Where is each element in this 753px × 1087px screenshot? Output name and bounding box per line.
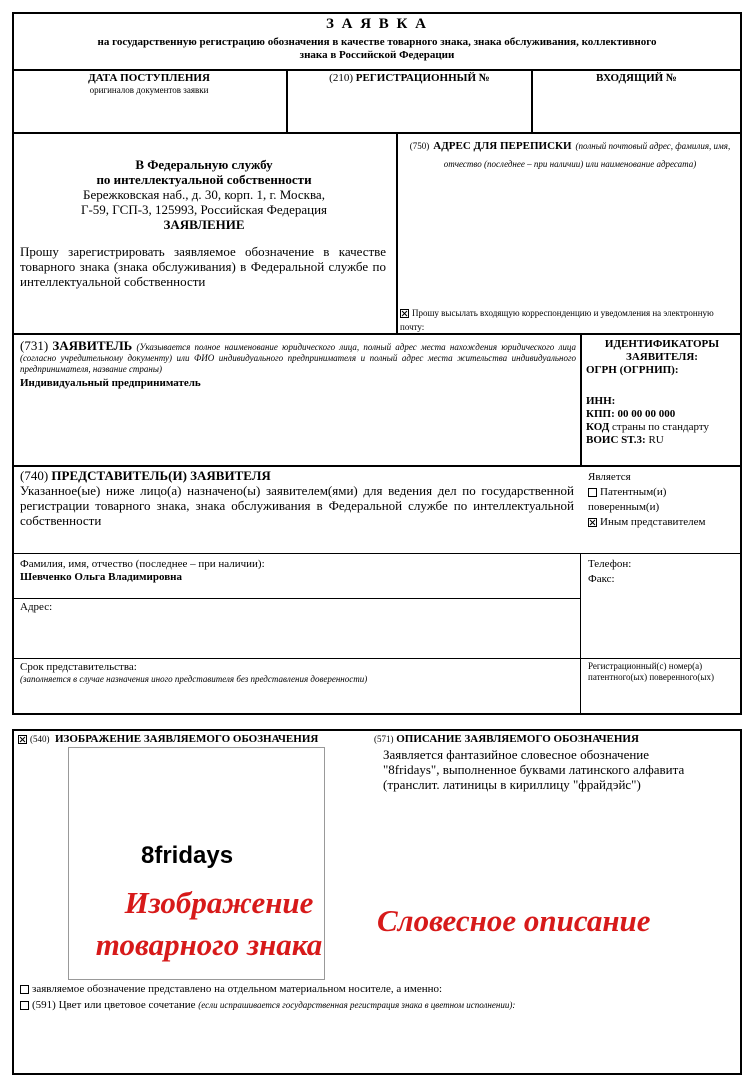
image-overlay-1: Изображение <box>124 885 314 920</box>
reg-number: Регистрационный(с) номер(а) патентного(ых) поверенного(ых) <box>588 661 714 682</box>
material-carrier-checkbox[interactable] <box>20 985 29 994</box>
addressee-block: В Федеральную службу по интеллектуальной собственности Бережковская наб., д. 30, корп. 1, г. Москва, Г-59, ГСП-3, 125993, Российская Федерация ЗАЯВЛЕНИЕ <box>80 157 328 232</box>
receipt-date: ДАТА ПОСТУПЛЕНИЯ оригиналов документов заявки <box>88 72 210 95</box>
applicant-value: Индивидуальный предприниматель <box>20 377 201 389</box>
person-row-top <box>12 553 742 554</box>
address-row-top <box>12 598 581 599</box>
other-representative-checkbox[interactable] <box>588 518 597 527</box>
description-overlay: Словесное описание <box>377 903 651 938</box>
fax-label: Факс: <box>588 573 615 585</box>
representative-row-top <box>12 465 742 467</box>
form-subtitle: на государственную регистрацию обозначения в качестве товарного знака, знака обслуживания, коллективного знака в Российской Федерации <box>97 36 657 61</box>
person-name: Фамилия, имя, отчество (последнее – при наличии): Шевченко Ольга Владимировна <box>20 558 265 583</box>
email-request-checkbox[interactable] <box>400 309 409 318</box>
person-divider <box>580 553 581 713</box>
term-row-top <box>12 658 742 659</box>
description-header: (571) ОПИСАНИЕ ЗАЯВЛЯЕМОГО ОБОЗНАЧЕНИЯ <box>374 733 639 745</box>
mark-logo: 8fridays <box>141 842 234 869</box>
color-checkbox[interactable] <box>20 1001 29 1010</box>
phone-label: Телефон: <box>588 558 632 570</box>
color-block: (591) Цвет или цветовое сочетание (если испрашивается государственная регистрация знака в цветном исполнении): <box>20 999 740 1012</box>
statement-text: Прошу зарегистрировать заявляемое обозначение в качестве товарного знака (знака обслуживания) в Федеральной службе по интеллектуальной собственности <box>20 244 386 289</box>
applicant-block: (731) ЗАЯВИТЕЛЬ (Указывается полное наименование юридического лица, полный адрес места нахождения юридического лица (согласно учредительному документу) или ФИО индивидуального предпринимателя и полный адрес места жительства индивидуального предпринимателя, название страны) Индивидуальный предприниматель <box>20 338 577 389</box>
applicant-divider <box>580 333 582 467</box>
email-request: Прошу высылать входящую корреспонденцию и уведомления на электронную почту: <box>400 308 714 332</box>
form-title: З А Я В К А <box>325 16 429 32</box>
receipt-registration: (210) РЕГИСТРАЦИОННЫЙ № <box>329 72 490 84</box>
receipt-incoming: ВХОДЯЩИЙ № <box>596 72 677 84</box>
identifiers-block: ИДЕНТИФИКАТОРЫ ЗАЯВИТЕЛЯ: ОГРН (ОГРНИП): ИНН: КПП: 00 00 00 000 КОД страны по стандарту ВОИС ST.3: RU <box>586 338 720 446</box>
representative-block: (740) ПРЕДСТАВИТЕЛЬ(И) ЗАЯВИТЕЛЯ Указанное(ые) ниже лицо(а) назначено(ы) заявителем(ями) для ведения дел по государственной регистрации товарного знака, знака обслуживания в Федеральной службе по интеллектуальной собственности <box>20 468 574 528</box>
representative-type: Является Патентным(и) поверенным(и) Иным представителем <box>588 471 706 528</box>
address-divider <box>396 134 398 334</box>
image-checkbox[interactable] <box>18 735 27 744</box>
correspondence-header: (750) АДРЕС ДЛЯ ПЕРЕПИСКИ (полный почтовый адрес, фамилия, имя, отчество (последнее – при наличии) или наименование адресата) <box>409 140 731 169</box>
description-text: Заявляется фантазийное словесное обозначение "8fridays", выполненное буквами латинского алфавита (транслит. латиницы в кириллицу "фрайдэйс") <box>383 747 685 792</box>
image-header: (540) ИЗОБРАЖЕНИЕ ЗАЯВЛЯЕМОГО ОБОЗНАЧЕНИЯ <box>18 733 378 746</box>
material-carrier: заявляемое обозначение представлено на отдельном материальном носителе, а именно: <box>20 983 740 996</box>
person-address: Адрес: <box>20 601 53 613</box>
image-overlay-2: товарного знака <box>95 927 323 962</box>
patent-attorney-checkbox[interactable] <box>588 488 597 497</box>
applicant-row-top <box>12 333 742 335</box>
term-block: Срок представительства: (заполняется в случае назначения иного представителя без представления доверенности) <box>20 661 368 684</box>
